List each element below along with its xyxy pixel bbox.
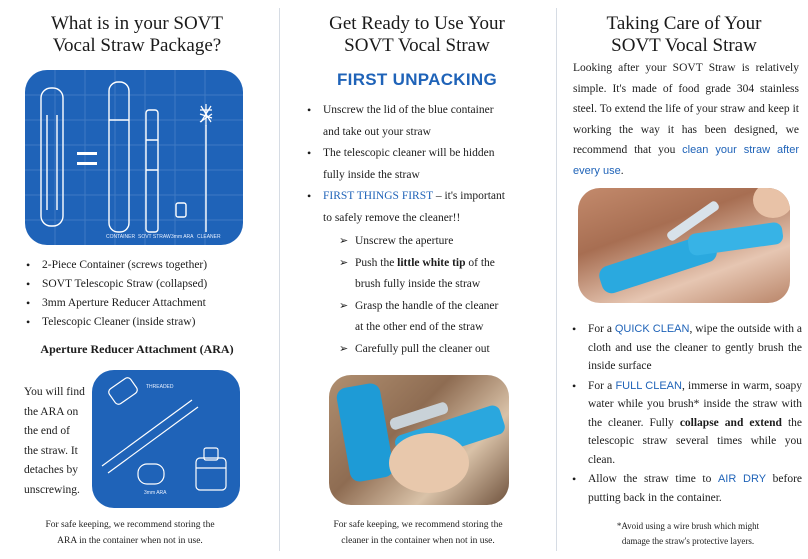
package-items-list xyxy=(24,256,274,332)
list-item: • 3mm Aperture Reducer Attachment xyxy=(26,296,206,310)
first-unpacking-heading: FIRST UNPACKING xyxy=(336,70,497,89)
list-item: • For a QUICK CLEAN, wipe the outside with a cloth and use the cleaner to gently brush the inside surface xyxy=(572,322,802,372)
wire-brush-warning: *Avoid using a wire brush which might damage the straw's protective layers. xyxy=(616,521,760,546)
cleaner-brush-icon xyxy=(200,104,212,126)
cleaning-photo xyxy=(578,188,790,303)
ara-subheading: Aperture Reducer Attachment (ARA) xyxy=(40,342,234,356)
blueprint-drawing xyxy=(25,70,243,245)
list-item: • Allow the straw time to AIR DRY before putting back in the container. xyxy=(572,472,803,504)
list-item: ➢ Push the little white tip of the brush fully inside the straw xyxy=(339,256,495,290)
label-threaded: THREADED xyxy=(146,384,174,390)
ara-drawing xyxy=(92,370,240,508)
list-item: • Telescopic Cleaner (inside straw) xyxy=(26,315,196,329)
cleaner-storage-note: For safe keeping, we recommend storing the cleaner in the container when not in use. xyxy=(333,520,503,546)
label-container: CONTAINER xyxy=(106,234,136,240)
container-icon xyxy=(109,82,129,232)
get-ready-title: Get Ready to Use Your SOVT Vocal Straw xyxy=(329,13,505,56)
package-blueprint-illustration xyxy=(25,70,243,245)
photo-drawing xyxy=(578,188,790,303)
column-divider xyxy=(556,8,557,551)
column-divider xyxy=(279,8,280,551)
care-column xyxy=(560,0,808,559)
list-item: • 2-Piece Container (screws together) xyxy=(26,258,208,272)
list-item: ➢ Grasp the handle of the cleaner at the other end of the straw xyxy=(339,299,499,333)
photo-drawing xyxy=(329,375,509,505)
ara-icon xyxy=(176,203,186,217)
label-cleaner: CLEANER xyxy=(197,234,221,240)
label-straw: SOVT STRAW xyxy=(138,234,171,240)
list-item: ➢ Unscrew the aperture xyxy=(339,235,454,247)
package-title: What is in your SOVT Vocal Straw Package? xyxy=(50,13,224,56)
package-contents-column xyxy=(0,0,274,559)
equals-icon xyxy=(77,152,97,165)
list-item: • FIRST THINGS FIRST – it's important to safely remove the cleaner!! xyxy=(307,189,505,224)
ara-blueprint-illustration xyxy=(92,370,240,508)
label-ara: 3mm ARA xyxy=(171,234,194,240)
list-item: • Unscrew the lid of the blue container and take out your straw xyxy=(307,103,494,138)
list-item: • The telescopic cleaner will be hidden fully inside the straw xyxy=(307,146,495,181)
unpacking-steps-list xyxy=(305,100,541,229)
list-item: • For a FULL CLEAN, immerse in warm, soapy water while you brush* inside the straw with the cleaner. Fully collapse and extend the telescopic straw several times while you clean. xyxy=(572,378,802,466)
care-title: Taking Care of Your SOVT Vocal Straw xyxy=(606,13,762,56)
cleaner-removal-photo xyxy=(329,375,509,505)
label-ara-small: 3mm ARA xyxy=(144,490,167,496)
list-item: ➢ Carefully pull the cleaner out xyxy=(339,342,490,355)
container-assembled-icon xyxy=(41,88,63,226)
get-ready-column xyxy=(283,0,551,559)
cleaner-removal-steps xyxy=(339,231,539,360)
straw-icon xyxy=(146,110,158,232)
storage-note: For safe keeping, we recommend storing the ARA in the container when not in use. xyxy=(45,520,215,546)
care-intro-paragraph: Looking after your SOVT Straw is relatively simple. It's made of food grade 304 stainless steel. To extend the life of your straw and keep it working the way it has been designed, we recommend that you clean your straw after every use. xyxy=(573,62,799,177)
list-item: • SOVT Telescopic Straw (collapsed) xyxy=(26,277,208,291)
cleaning-instructions-list xyxy=(570,320,802,507)
ara-description: You will find the ARA on the end of the straw. It detaches by unscrewing. xyxy=(24,386,85,496)
